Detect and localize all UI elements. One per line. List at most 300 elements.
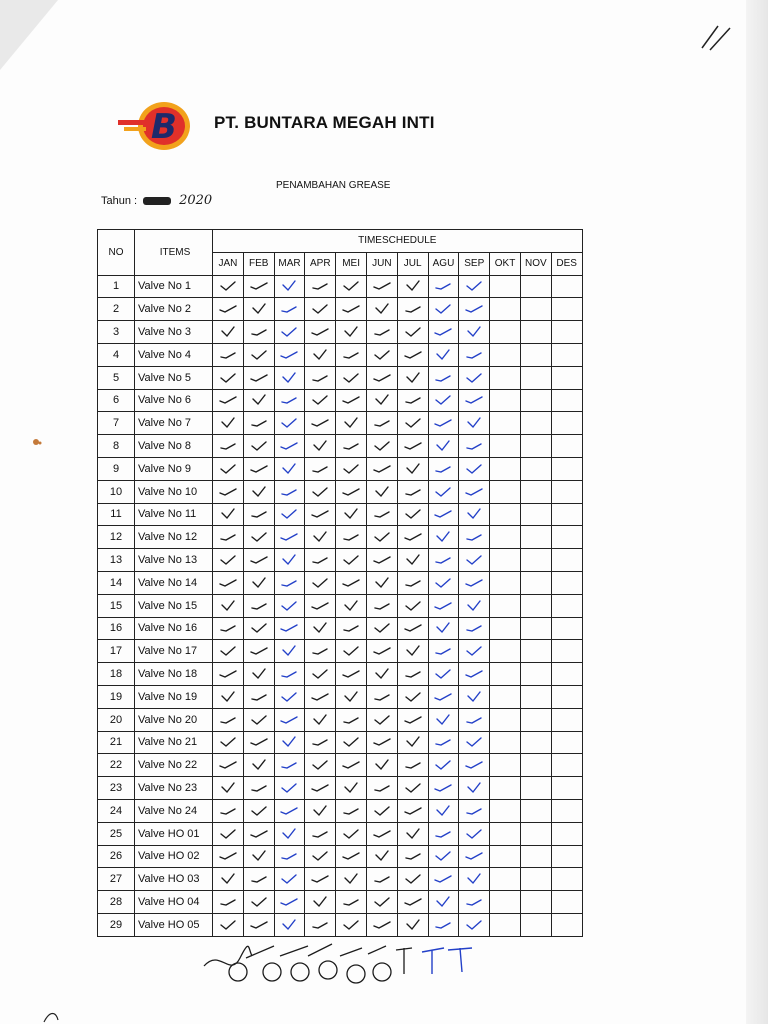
month-cell-agu — [428, 412, 459, 435]
month-cell-des — [551, 594, 582, 617]
month-cell-okt — [490, 868, 521, 891]
month-cell-mar — [274, 868, 305, 891]
row-item-name: Valve No 2 — [135, 298, 213, 321]
checkmark-icon — [434, 463, 452, 475]
month-cell-jun — [366, 822, 397, 845]
month-cell-okt — [490, 549, 521, 572]
row-item-name: Valve No 13 — [135, 549, 213, 572]
checkmark-icon — [404, 691, 422, 703]
checkmark-icon — [342, 805, 360, 817]
month-cell-mar — [274, 685, 305, 708]
month-cell-mei — [336, 298, 367, 321]
checkmark-icon — [280, 691, 298, 703]
checkmark-icon — [342, 486, 360, 498]
month-cell-jun — [366, 480, 397, 503]
checkmark-icon — [404, 326, 422, 338]
checkmark-icon — [404, 782, 422, 794]
month-cell-jul — [397, 754, 428, 777]
checkmark-icon — [219, 440, 237, 452]
month-cell-jul — [397, 366, 428, 389]
month-cell-okt — [490, 685, 521, 708]
row-item-name: Valve No 16 — [135, 617, 213, 640]
month-cell-mei — [336, 389, 367, 412]
month-header-agu: AGU — [428, 252, 459, 275]
checkmark-icon — [311, 554, 329, 566]
month-cell-mar — [274, 731, 305, 754]
checkmark-icon — [434, 372, 452, 384]
checkmark-icon — [280, 600, 298, 612]
checkmark-icon — [373, 782, 391, 794]
month-cell-mar — [274, 343, 305, 366]
checkmark-icon — [465, 714, 483, 726]
checkmark-icon — [465, 394, 483, 406]
month-cell-agu — [428, 457, 459, 480]
month-cell-mei — [336, 435, 367, 458]
row-number: 25 — [98, 822, 135, 845]
checkmark-icon — [342, 622, 360, 634]
month-cell-nov — [520, 822, 551, 845]
month-cell-apr — [305, 526, 336, 549]
checkmark-icon — [311, 600, 329, 612]
month-header-jul: JUL — [397, 252, 428, 275]
checkmark-icon — [342, 919, 360, 931]
row-item-name: Valve No 15 — [135, 594, 213, 617]
month-cell-jul — [397, 868, 428, 891]
month-cell-sep — [459, 777, 490, 800]
month-cell-agu — [428, 913, 459, 936]
month-cell-agu — [428, 868, 459, 891]
checkmark-icon — [404, 645, 422, 657]
checkmark-icon — [434, 850, 452, 862]
month-cell-sep — [459, 640, 490, 663]
checkmark-icon — [404, 714, 422, 726]
month-cell-okt — [490, 321, 521, 344]
table-row — [98, 640, 583, 663]
checkmark-icon — [373, 554, 391, 566]
checkmark-icon — [465, 691, 483, 703]
month-cell-sep — [459, 594, 490, 617]
checkmark-icon — [373, 531, 391, 543]
checkmark-icon — [342, 326, 360, 338]
checkmark-icon — [250, 349, 268, 361]
checkmark-icon — [250, 759, 268, 771]
month-cell-agu — [428, 685, 459, 708]
checkmark-icon — [342, 554, 360, 566]
checkmark-icon — [342, 280, 360, 292]
table-row — [98, 549, 583, 572]
checkmark-icon — [280, 303, 298, 315]
checkmark-icon — [373, 759, 391, 771]
month-cell-apr — [305, 913, 336, 936]
month-cell-des — [551, 754, 582, 777]
month-cell-mar — [274, 640, 305, 663]
checkmark-icon — [219, 372, 237, 384]
checkmark-icon — [250, 326, 268, 338]
month-cell-apr — [305, 321, 336, 344]
month-cell-feb — [243, 366, 274, 389]
checkmark-icon — [250, 303, 268, 315]
month-cell-sep — [459, 526, 490, 549]
month-cell-mei — [336, 663, 367, 686]
checkmark-icon — [465, 531, 483, 543]
month-cell-agu — [428, 480, 459, 503]
row-number: 24 — [98, 799, 135, 822]
month-cell-des — [551, 663, 582, 686]
month-cell-mar — [274, 275, 305, 298]
month-cell-jan — [213, 845, 244, 868]
month-cell-apr — [305, 777, 336, 800]
checkmark-icon — [465, 622, 483, 634]
checkmark-icon — [342, 668, 360, 680]
month-cell-nov — [520, 685, 551, 708]
checkmark-icon — [373, 622, 391, 634]
checkmark-icon — [434, 417, 452, 429]
month-cell-feb — [243, 594, 274, 617]
checkmark-icon — [219, 736, 237, 748]
row-number: 19 — [98, 685, 135, 708]
month-cell-jul — [397, 480, 428, 503]
checkmark-icon — [434, 668, 452, 680]
month-cell-des — [551, 503, 582, 526]
checkmark-icon — [404, 531, 422, 543]
month-cell-jun — [366, 777, 397, 800]
month-cell-jun — [366, 457, 397, 480]
checkmark-icon — [465, 463, 483, 475]
handwritten-year: 2020 — [179, 193, 213, 208]
row-item-name: Valve No 21 — [135, 731, 213, 754]
month-cell-mar — [274, 412, 305, 435]
month-cell-okt — [490, 891, 521, 914]
month-cell-nov — [520, 777, 551, 800]
month-cell-des — [551, 799, 582, 822]
checkmark-icon — [219, 531, 237, 543]
checkmark-icon — [373, 372, 391, 384]
month-cell-sep — [459, 343, 490, 366]
checkmark-icon — [465, 326, 483, 338]
row-number: 7 — [98, 412, 135, 435]
checkmark-icon — [465, 303, 483, 315]
month-cell-des — [551, 321, 582, 344]
checkmark-icon — [219, 828, 237, 840]
checkmark-icon — [311, 508, 329, 520]
month-cell-okt — [490, 412, 521, 435]
month-cell-apr — [305, 708, 336, 731]
month-cell-mei — [336, 412, 367, 435]
checkmark-icon — [342, 372, 360, 384]
checkmark-icon — [434, 622, 452, 634]
row-number: 21 — [98, 731, 135, 754]
month-cell-jul — [397, 275, 428, 298]
checkmark-icon — [219, 919, 237, 931]
month-cell-jul — [397, 913, 428, 936]
month-cell-sep — [459, 822, 490, 845]
month-cell-sep — [459, 503, 490, 526]
month-cell-jan — [213, 754, 244, 777]
month-cell-des — [551, 617, 582, 640]
month-cell-jul — [397, 685, 428, 708]
checkmark-icon — [342, 714, 360, 726]
month-cell-mar — [274, 480, 305, 503]
month-cell-feb — [243, 480, 274, 503]
row-item-name: Valve No 24 — [135, 799, 213, 822]
row-number: 2 — [98, 298, 135, 321]
checkmark-icon — [342, 645, 360, 657]
month-cell-apr — [305, 845, 336, 868]
row-item-name: Valve HO 03 — [135, 868, 213, 891]
checkmark-icon — [342, 531, 360, 543]
month-header-apr: APR — [305, 252, 336, 275]
month-cell-jan — [213, 913, 244, 936]
month-cell-agu — [428, 891, 459, 914]
month-cell-jul — [397, 708, 428, 731]
row-item-name: Valve No 22 — [135, 754, 213, 777]
month-cell-mar — [274, 663, 305, 686]
checkmark-icon — [465, 349, 483, 361]
month-cell-feb — [243, 298, 274, 321]
month-header-des: DES — [551, 252, 582, 275]
checkmark-icon — [404, 463, 422, 475]
month-cell-agu — [428, 617, 459, 640]
month-cell-jun — [366, 435, 397, 458]
checkmark-icon — [373, 417, 391, 429]
month-cell-jun — [366, 891, 397, 914]
checkmark-icon — [342, 303, 360, 315]
checkmark-icon — [404, 919, 422, 931]
row-number: 12 — [98, 526, 135, 549]
row-number: 10 — [98, 480, 135, 503]
month-cell-apr — [305, 868, 336, 891]
month-cell-sep — [459, 366, 490, 389]
checkmark-icon — [342, 440, 360, 452]
checkmark-icon — [434, 303, 452, 315]
checkmark-icon — [373, 714, 391, 726]
checkmark-icon — [280, 645, 298, 657]
checkmark-icon — [434, 577, 452, 589]
row-item-name: Valve No 5 — [135, 366, 213, 389]
month-cell-okt — [490, 275, 521, 298]
checkmark-icon — [373, 896, 391, 908]
checkmark-icon — [280, 372, 298, 384]
month-cell-apr — [305, 503, 336, 526]
checkmark-icon — [465, 372, 483, 384]
month-cell-jul — [397, 503, 428, 526]
month-cell-jul — [397, 549, 428, 572]
table-row — [98, 571, 583, 594]
checkmark-icon — [342, 873, 360, 885]
month-cell-jun — [366, 663, 397, 686]
checkmark-icon — [373, 349, 391, 361]
month-cell-feb — [243, 640, 274, 663]
checkmark-icon — [280, 577, 298, 589]
month-cell-mei — [336, 343, 367, 366]
checkmark-icon — [311, 645, 329, 657]
month-cell-agu — [428, 845, 459, 868]
month-cell-jun — [366, 275, 397, 298]
checkmark-icon — [250, 394, 268, 406]
month-cell-nov — [520, 549, 551, 572]
month-cell-jul — [397, 571, 428, 594]
checkmark-icon — [250, 372, 268, 384]
month-cell-nov — [520, 412, 551, 435]
month-cell-des — [551, 412, 582, 435]
checkmark-icon — [280, 828, 298, 840]
month-cell-nov — [520, 799, 551, 822]
header-items: ITEMS — [135, 230, 213, 276]
month-cell-des — [551, 298, 582, 321]
checkmark-icon — [434, 508, 452, 520]
month-cell-agu — [428, 275, 459, 298]
month-cell-jul — [397, 617, 428, 640]
month-cell-mar — [274, 913, 305, 936]
checkmark-icon — [219, 896, 237, 908]
row-item-name: Valve No 8 — [135, 435, 213, 458]
folded-corner — [0, 0, 58, 70]
month-cell-mar — [274, 526, 305, 549]
checkmark-icon — [373, 691, 391, 703]
checkmark-icon — [280, 349, 298, 361]
row-item-name: Valve No 1 — [135, 275, 213, 298]
month-cell-mei — [336, 685, 367, 708]
checkmark-icon — [404, 486, 422, 498]
month-cell-agu — [428, 594, 459, 617]
checkmark-icon — [280, 463, 298, 475]
checkmark-icon — [219, 280, 237, 292]
checkmark-icon — [342, 394, 360, 406]
checkmark-icon — [373, 303, 391, 315]
checkmark-icon — [250, 714, 268, 726]
table-row — [98, 298, 583, 321]
month-cell-mar — [274, 845, 305, 868]
month-cell-mei — [336, 549, 367, 572]
month-cell-jun — [366, 549, 397, 572]
month-cell-mar — [274, 503, 305, 526]
checkmark-icon — [219, 759, 237, 771]
checkmark-icon — [342, 896, 360, 908]
month-cell-sep — [459, 412, 490, 435]
month-cell-jun — [366, 754, 397, 777]
month-cell-okt — [490, 389, 521, 412]
checkmark-icon — [434, 349, 452, 361]
month-cell-jun — [366, 412, 397, 435]
month-cell-feb — [243, 868, 274, 891]
checkmark-icon — [404, 805, 422, 817]
checkmark-icon — [404, 873, 422, 885]
table-row — [98, 389, 583, 412]
month-cell-jan — [213, 685, 244, 708]
month-cell-mei — [336, 321, 367, 344]
month-cell-feb — [243, 617, 274, 640]
month-cell-jun — [366, 868, 397, 891]
checkmark-icon — [219, 303, 237, 315]
checkmark-icon — [434, 828, 452, 840]
month-cell-apr — [305, 663, 336, 686]
month-cell-nov — [520, 640, 551, 663]
month-header-sep: SEP — [459, 252, 490, 275]
checkmark-icon — [465, 736, 483, 748]
month-cell-des — [551, 275, 582, 298]
month-cell-mei — [336, 366, 367, 389]
month-cell-mei — [336, 571, 367, 594]
month-cell-nov — [520, 845, 551, 868]
month-header-jan: JAN — [213, 252, 244, 275]
checkmark-icon — [404, 577, 422, 589]
checkmark-icon — [434, 394, 452, 406]
checkmark-icon — [280, 508, 298, 520]
table-row — [98, 868, 583, 891]
month-cell-des — [551, 366, 582, 389]
checkmark-icon — [280, 850, 298, 862]
checkmark-icon — [219, 691, 237, 703]
table-row — [98, 594, 583, 617]
month-cell-mei — [336, 777, 367, 800]
checkmark-icon — [434, 600, 452, 612]
month-cell-des — [551, 389, 582, 412]
table-row — [98, 366, 583, 389]
month-cell-feb — [243, 412, 274, 435]
month-cell-des — [551, 526, 582, 549]
month-cell-apr — [305, 799, 336, 822]
checkmark-icon — [311, 805, 329, 817]
month-cell-des — [551, 891, 582, 914]
checkmark-icon — [219, 463, 237, 475]
checkmark-icon — [373, 805, 391, 817]
table-row — [98, 663, 583, 686]
row-number: 3 — [98, 321, 135, 344]
row-item-name: Valve No 20 — [135, 708, 213, 731]
checkmark-icon — [280, 280, 298, 292]
checkmark-icon — [434, 645, 452, 657]
checkmark-icon — [434, 280, 452, 292]
checkmark-icon — [404, 372, 422, 384]
checkmark-icon — [404, 896, 422, 908]
month-cell-jan — [213, 366, 244, 389]
checkmark-icon — [465, 417, 483, 429]
month-cell-nov — [520, 754, 551, 777]
checkmark-icon — [465, 600, 483, 612]
month-cell-agu — [428, 571, 459, 594]
month-cell-mei — [336, 708, 367, 731]
checkmark-icon — [219, 850, 237, 862]
checkmark-icon — [373, 873, 391, 885]
month-cell-sep — [459, 845, 490, 868]
table-row — [98, 913, 583, 936]
month-cell-mar — [274, 799, 305, 822]
month-cell-apr — [305, 731, 336, 754]
month-cell-feb — [243, 275, 274, 298]
month-cell-jan — [213, 891, 244, 914]
month-cell-apr — [305, 412, 336, 435]
month-cell-agu — [428, 799, 459, 822]
checkmark-icon — [373, 463, 391, 475]
checkmark-icon — [373, 828, 391, 840]
checkmark-icon — [465, 577, 483, 589]
month-cell-jan — [213, 799, 244, 822]
month-cell-jul — [397, 891, 428, 914]
month-header-nov: NOV — [520, 252, 551, 275]
month-cell-sep — [459, 913, 490, 936]
month-cell-des — [551, 549, 582, 572]
month-cell-sep — [459, 708, 490, 731]
month-cell-jan — [213, 321, 244, 344]
month-cell-sep — [459, 731, 490, 754]
month-cell-jan — [213, 617, 244, 640]
month-cell-sep — [459, 799, 490, 822]
checkmark-icon — [280, 326, 298, 338]
checkmark-icon — [250, 850, 268, 862]
checkmark-icon — [311, 622, 329, 634]
month-cell-okt — [490, 366, 521, 389]
row-item-name: Valve No 4 — [135, 343, 213, 366]
